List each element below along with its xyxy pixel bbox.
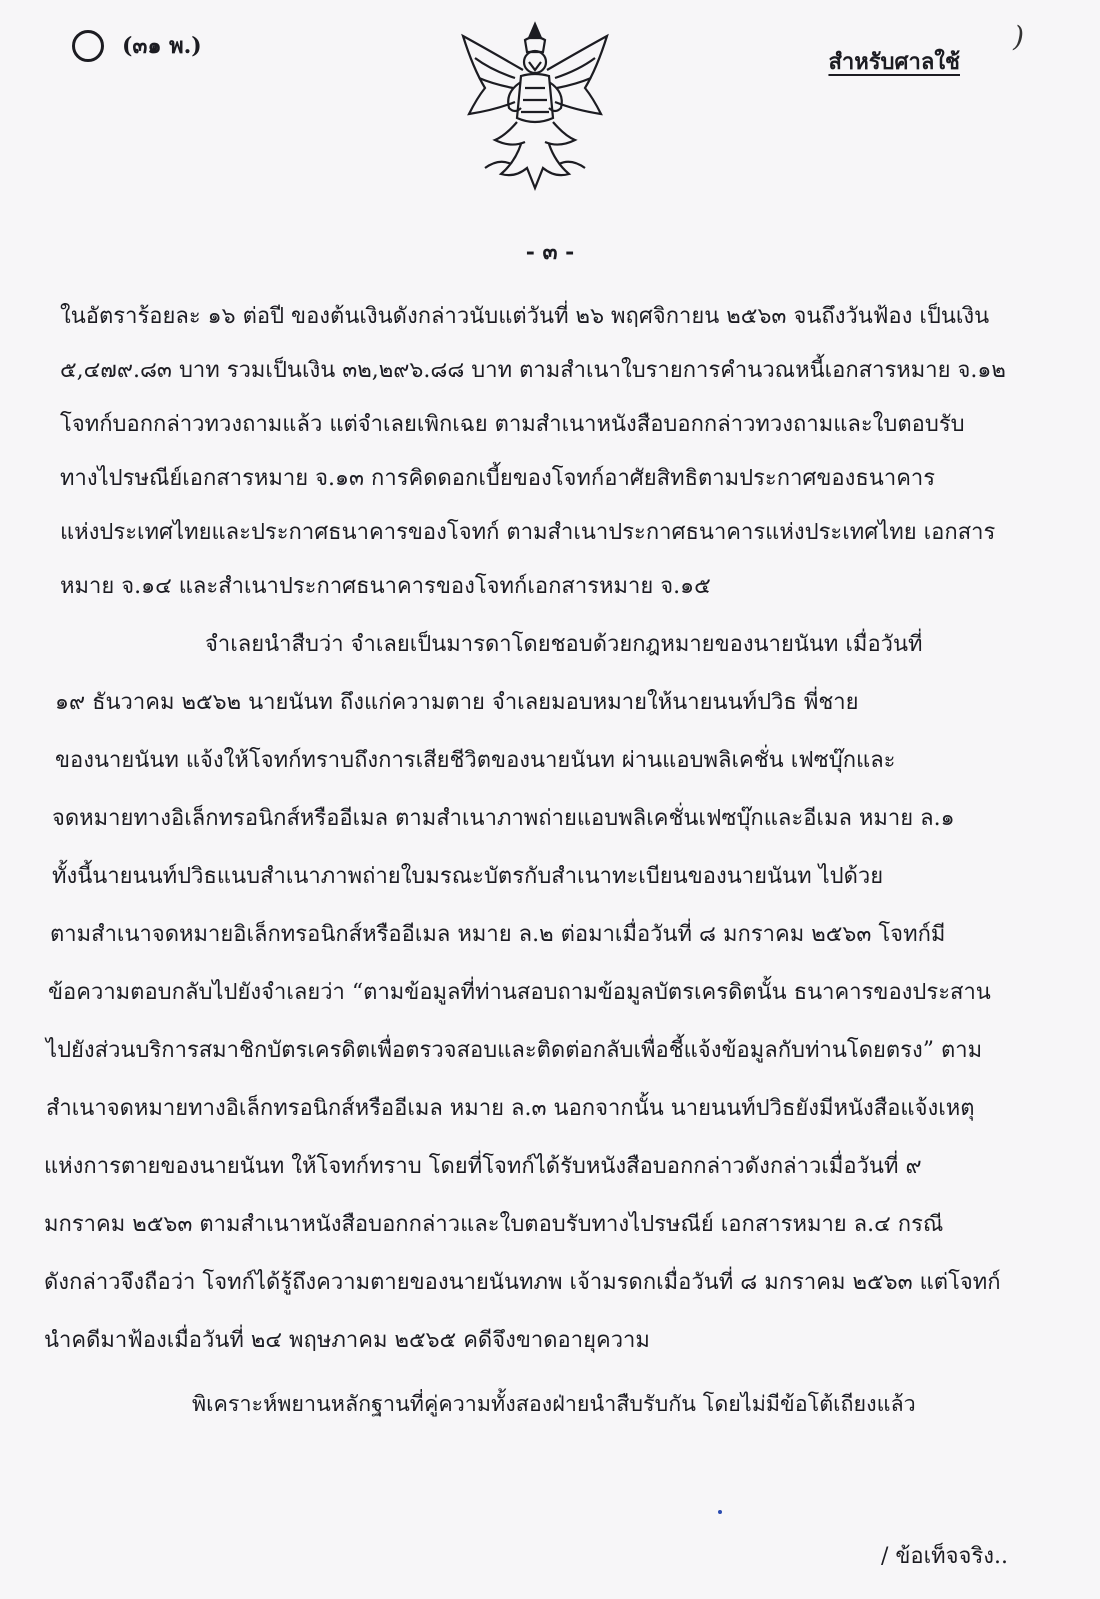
body-line: แห่งการตายของนายนันท ให้โจทก์ทราบ โดยที่โจทก์ได้รับหนังสือบอกกล่าวดังกล่าวเมื่อวันที่ ๙: [44, 1154, 922, 1179]
body-line: จดหมายทางอิเล็กทรอนิกส์หรืออีเมล ตามสำเนาภาพถ่ายแอบพลิเคชั่นเฟซบุ๊กและอีเมล หมาย ล.๑: [52, 806, 955, 831]
circle-mark-icon: [72, 30, 104, 62]
body-line: แห่งประเทศไทยและประกาศธนาคารของโจทก์ ตามสำเนาประกาศธนาคารแห่งประเทศไทย เอกสาร: [60, 520, 996, 545]
ink-speck: [718, 1510, 722, 1514]
body-line: โจทก์บอกกล่าวทวงถามแล้ว แต่จำเลยเพิกเฉย ตามสำเนาหนังสือบอกกล่าวทวงถามและใบตอบรับ: [60, 412, 965, 437]
body-line: ดังกล่าวจึงถือว่า โจทก์ได้รู้ถึงความตายของนายนันทภพ เจ้ามรดกเมื่อวันที่ ๘ มกราคม ๒๕๖๓ แต่โจทก์: [44, 1270, 1001, 1295]
garuda-emblem-icon: [455, 18, 615, 198]
body-line: จำเลยนำสืบว่า จำเลยเป็นมารดาโดยชอบด้วยกฎหมายของนายนันท เมื่อวันที่: [205, 632, 923, 657]
handwritten-mark: ): [1013, 20, 1024, 53]
body-line: สำเนาจดหมายทางอิเล็กทรอนิกส์หรืออีเมล หมาย ล.๓ นอกจากนั้น นายนนท์ปวิธยังมีหนังสือแจ้งเหตุ: [46, 1096, 975, 1121]
page-number: - ๓ -: [525, 239, 575, 265]
body-line: ทางไปรษณีย์เอกสารหมาย จ.๑๓ การคิดดอกเบี้ยของโจทก์อาศัยสิทธิตามประกาศของธนาคาร: [60, 466, 936, 491]
form-code-text: (๓๑ พ.): [122, 33, 202, 59]
body-line: พิเคราะห์พยานหลักฐานที่คู่ความทั้งสองฝ่ายนำสืบรับกัน โดยไม่มีข้อโต้เถียงแล้ว: [192, 1392, 916, 1417]
form-code: [72, 28, 202, 63]
court-use-label: สำหรับศาลใช้: [828, 49, 960, 75]
continuation-note: / ข้อเท็จจริง..: [880, 1544, 1008, 1569]
body-line: มกราคม ๒๕๖๓ ตามสำเนาหนังสือบอกกล่าวและใบตอบรับทางไปรษณีย์ เอกสารหมาย ล.๔ กรณี: [44, 1212, 944, 1237]
body-line: หมาย จ.๑๔ และสำเนาประกาศธนาคารของโจทก์เอกสารหมาย จ.๑๕: [60, 574, 711, 599]
body-line: ๑๙ ธันวาคม ๒๕๖๒ นายนันท ถึงแก่ความตาย จำเลยมอบหมายให้นายนนท์ปวิธ พี่ชาย: [55, 690, 859, 715]
body-line: ในอัตราร้อยละ ๑๖ ต่อปี ของต้นเงินดังกล่าวนับแต่วันที่ ๒๖ พฤศจิกายน ๒๕๖๓ จนถึงวันฟ้อง เป็นเงิน: [60, 304, 990, 329]
body-line: นำคดีมาฟ้องเมื่อวันที่ ๒๔ พฤษภาคม ๒๕๖๕ คดีจึงขาดอายุความ: [44, 1328, 650, 1353]
body-line: ตามสำเนาจดหมายอิเล็กทรอนิกส์หรืออีเมล หมาย ล.๒ ต่อมาเมื่อวันที่ ๘ มกราคม ๒๕๖๓ โจทก์มี: [50, 922, 946, 947]
body-line: ไปยังส่วนบริการสมาชิกบัตรเครดิตเพื่อตรวจสอบและติดต่อกลับเพื่อชี้แจ้งข้อมูลกับท่านโดยตรง” ตาม: [46, 1038, 983, 1063]
body-line: ข้อความตอบกลับไปยังจำเลยว่า “ตามข้อมูลที่ท่านสอบถามข้อมูลบัตรเครดิตนั้น ธนาคารของประสาน: [48, 980, 991, 1005]
body-line: ทั้งนี้นายนนท์ปวิธแนบสำเนาภาพถ่ายใบมรณะบัตรกับสำเนาทะเบียนของนายนันท ไปด้วย: [52, 864, 884, 889]
body-line: ของนายนันท แจ้งให้โจทก์ทราบถึงการเสียชีวิตของนายนันท ผ่านแอบพลิเคชั่น เฟซบุ๊กและ: [55, 748, 896, 773]
body-line: ๕,๔๗๙.๘๓ บาท รวมเป็นเงิน ๓๒,๒๙๖.๘๘ บาท ตามสำเนาใบรายการคำนวณหนี้เอกสารหมาย จ.๑๒: [60, 358, 1006, 383]
